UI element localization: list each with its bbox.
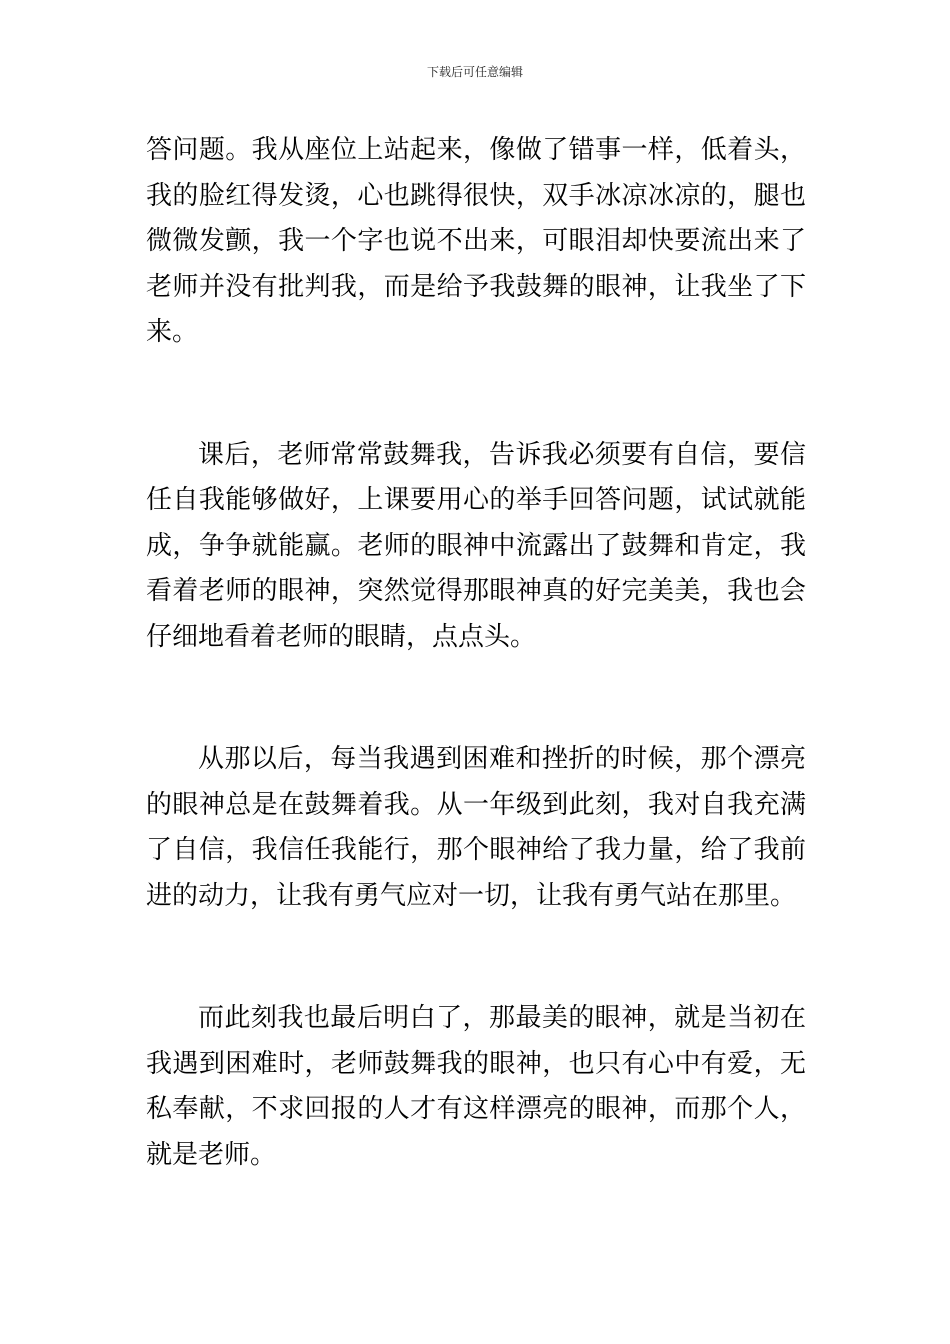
paragraph-3: 从那以后，每当我遇到困难和挫折的时候，那个漂亮的眼神总是在鼓舞着我。从一年级到此刻，我对自我充满了自信，我信任我能行，那个眼神给了我力量，给了我前进的动力，让我有勇气应对一切，让我有勇气站在那里。 xyxy=(146,744,806,911)
paragraph-4: 而此刻我也最后明白了，那最美的眼神，就是当初在我遇到困难时，老师鼓舞我的眼神，也只有心中有爱，无私奉献，不求回报的人才有这样漂亮的眼神，而那个人，就是老师。 xyxy=(146,1003,806,1170)
page-header: 下载后可任意编辑 xyxy=(426,65,523,79)
paragraph-1: 答问题。我从座位上站起来，像做了错事一样，低着头，我的脸红得发烫，心也跳得很快，双手冰凉冰凉的，腿也微微发颤，我一个字也说不出来，可眼泪却快要流出来了老师并没有批判我，而是给予我鼓舞的眼神，让我坐了下来。 xyxy=(146,135,806,347)
paragraph-spacer xyxy=(146,660,806,737)
paragraph-spacer xyxy=(146,356,806,433)
paragraph-spacer xyxy=(146,919,806,996)
document-body xyxy=(146,128,806,1178)
paragraph-2: 课后，老师常常鼓舞我，告诉我必须要有自信，要信任自我能够做好，上课要用心的举手回答问题，试试就能成，争争就能赢。老师的眼神中流露出了鼓舞和肯定，我看着老师的眼神，突然觉得那眼神真的好完美美，我也会仔细地看着老师的眼睛，点点头。 xyxy=(146,439,806,652)
